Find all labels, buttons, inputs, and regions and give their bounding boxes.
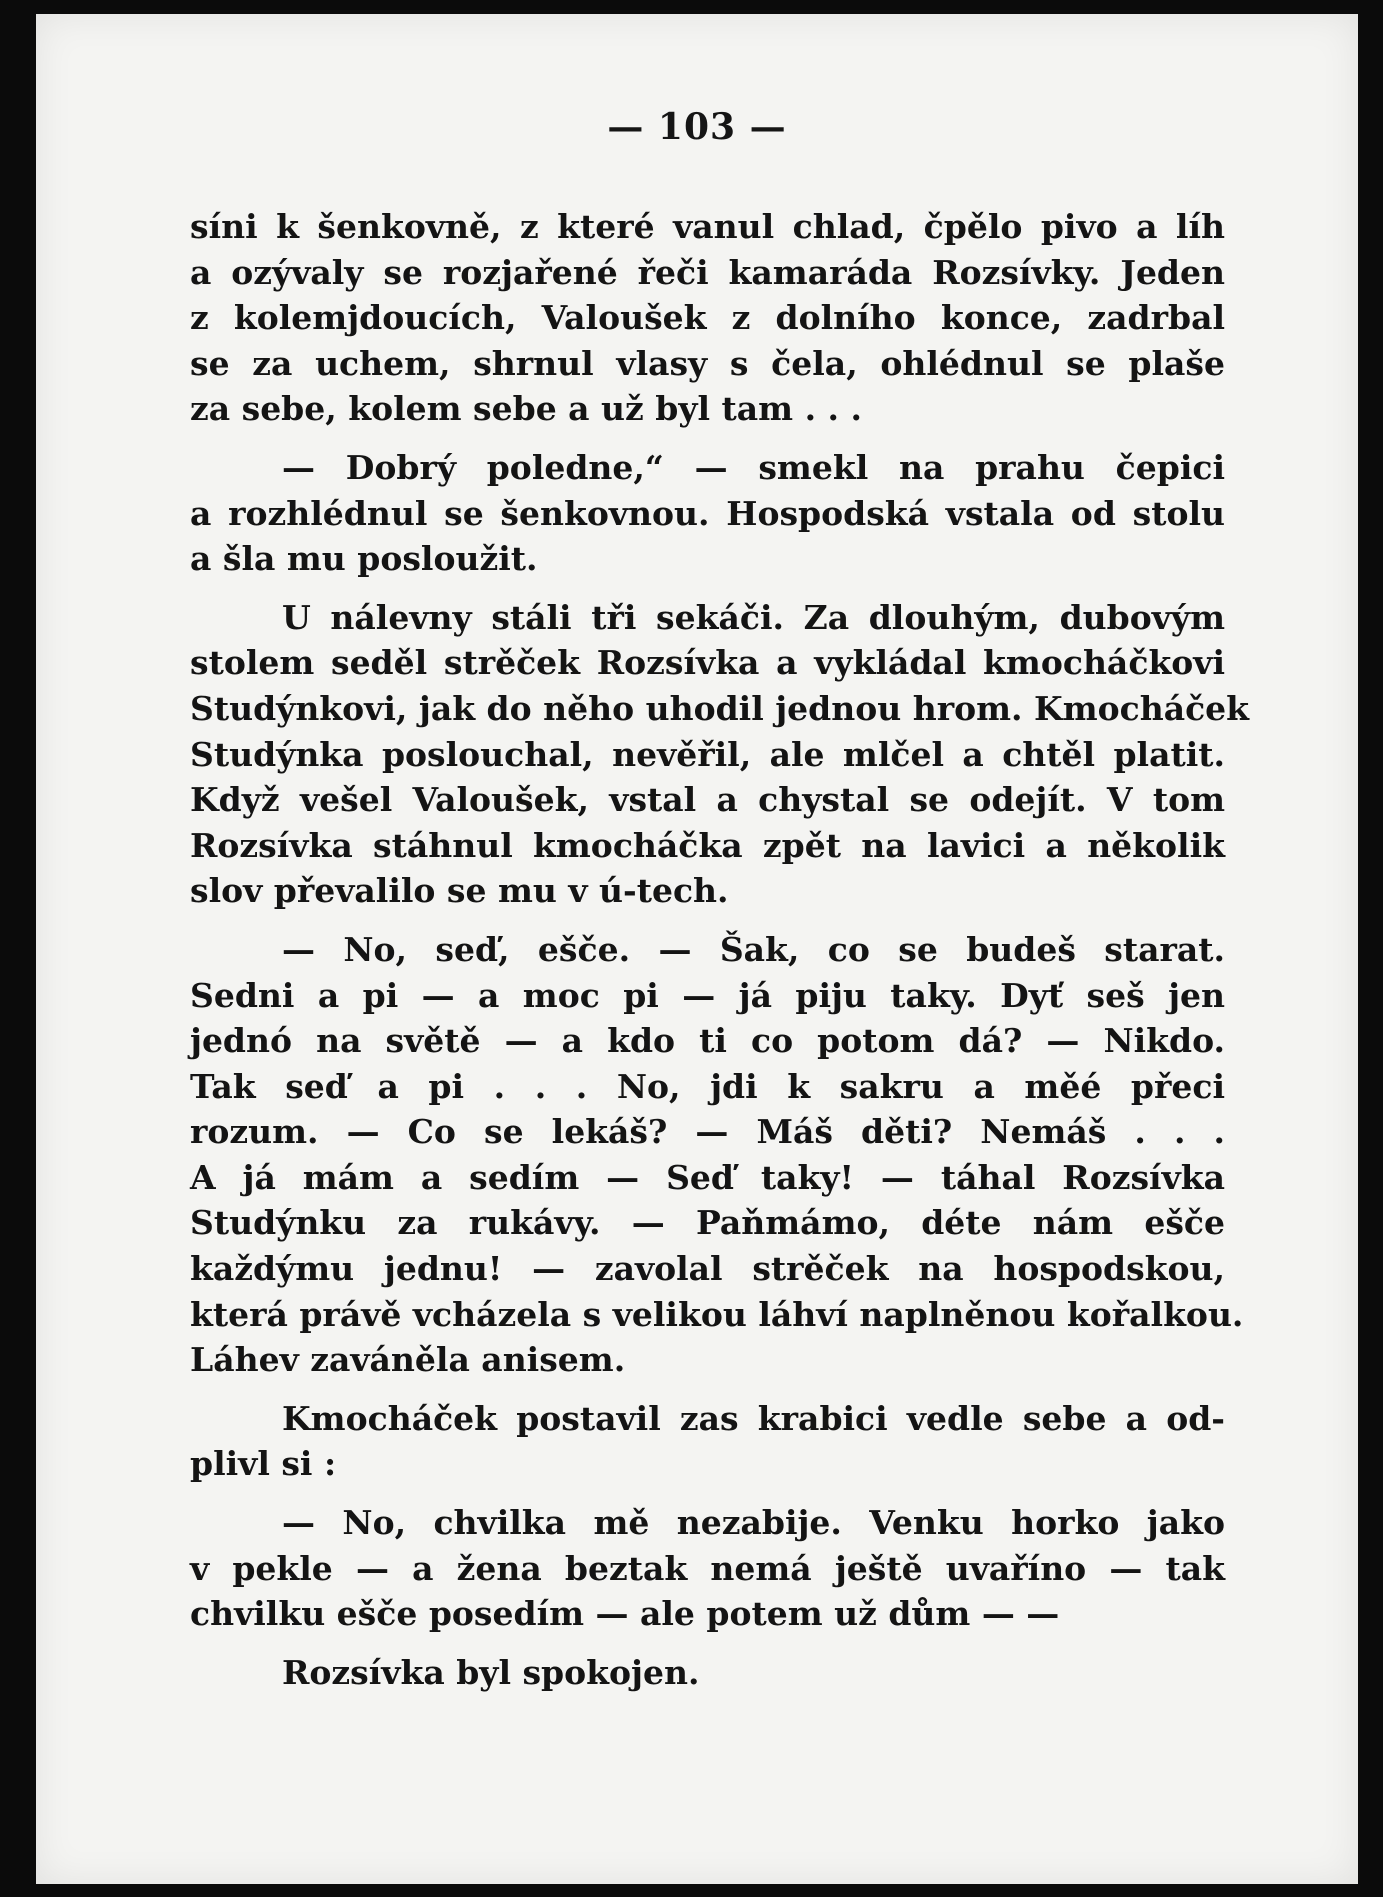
book-page xyxy=(36,14,1358,1884)
text-line: Tak seď a pi . . . No, jdi k sakru a měé přeci xyxy=(190,1066,1225,1106)
text-line: A já mám a sedím — Seď taky! — táhal Rozsívka xyxy=(190,1157,1225,1197)
text-line: Láhev zaváněla anisem. xyxy=(190,1340,626,1380)
text-line: za sebe, kolem sebe a už byl tam . . . xyxy=(190,389,863,429)
text-line: Studýnkovi, jak do něho uhodil jednou hrom. Kmocháček xyxy=(190,688,1250,728)
text-line: U nálevny stáli tři sekáči. Za dlouhým, dubovým xyxy=(282,597,1225,637)
text-line: síni k šenkovně, z které vanul chlad, čpělo pivo a líh xyxy=(190,207,1225,246)
text-line: stolem seděl strěček Rozsívka a vykládal kmocháčkovi xyxy=(190,643,1225,683)
text-line: a ozývaly se rozjařené řeči kamaráda Rozsívky. Jeden xyxy=(190,252,1225,292)
text-line: plivl si : xyxy=(190,1444,337,1484)
text-line: — Dobrý poledne,“ — smekl na prahu čepici xyxy=(282,447,1225,487)
paragraph xyxy=(190,204,1225,432)
text-line: rozum. — Co se lekáš? — Máš děti? Nemáš . . . xyxy=(190,1112,1225,1152)
text-line: jednó na světě — a kdo ti co potom dá? — Nikdo. xyxy=(190,1021,1225,1061)
paragraph-gap xyxy=(190,1383,1225,1396)
text-line: chvilku ešče posedím — ale potem už dům — — xyxy=(190,1594,1060,1634)
body-text xyxy=(190,204,1250,1695)
text-line: Studýnka poslouchal, nevěřil, ale mlčel a chtěl platit. xyxy=(190,734,1225,774)
paragraph xyxy=(190,927,1244,1383)
text-line: z kolemjdoucích, Valoušek z dolního konce, zadrbal xyxy=(190,298,1225,338)
paragraph-gap xyxy=(190,914,1225,927)
text-line: každýmu jednu! — zavolal strěček na hospodskou, xyxy=(190,1249,1225,1289)
text-line: Rozsívka byl spokojen. xyxy=(282,1652,700,1692)
text-line: Rozsívka stáhnul kmocháčka zpět na lavici a několik xyxy=(190,825,1225,865)
text-line: Studýnku za rukávy. — Paňmámo, déte nám ešče xyxy=(190,1203,1225,1243)
text-line: a šla mu posloužit. xyxy=(190,539,538,579)
paragraph-gap xyxy=(190,1637,1225,1650)
paragraph xyxy=(190,1500,1225,1637)
paragraph xyxy=(190,595,1250,914)
text-line: která právě vcházela s velikou láhví naplněnou kořalkou. xyxy=(190,1294,1244,1334)
paragraph xyxy=(190,1650,1225,1696)
text-line: slov převalilo se mu v ú-tech. xyxy=(190,871,729,911)
text-line: Když vešel Valoušek, vstal a chystal se odejít. V tom xyxy=(190,780,1225,820)
text-line: se za uchem, shrnul vlasy s čela, ohlédnul se plaše xyxy=(190,343,1225,383)
paragraph-gap xyxy=(190,1487,1225,1500)
paragraph-gap xyxy=(190,432,1225,445)
text-line: Kmocháček postavil zas krabici vedle sebe a od- xyxy=(282,1398,1225,1438)
paragraph xyxy=(190,1396,1225,1487)
text-line: — No, seď, ešče. — Šak, co se budeš starat. xyxy=(282,929,1225,969)
text-line: Sedni a pi — a moc pi — já piju taky. Dyť seš jen xyxy=(190,975,1225,1015)
paragraph xyxy=(190,445,1225,582)
paragraph-gap xyxy=(190,582,1225,595)
text-line: a rozhlédnul se šenkovnou. Hospodská vstala od stolu xyxy=(190,493,1225,533)
text-line: — No, chvilka mě nezabije. Venku horko jako xyxy=(282,1503,1225,1543)
page-number: — 103 — xyxy=(607,106,787,148)
text-line: v pekle — a žena beztak nemá ještě uvaříno — tak xyxy=(190,1548,1225,1588)
